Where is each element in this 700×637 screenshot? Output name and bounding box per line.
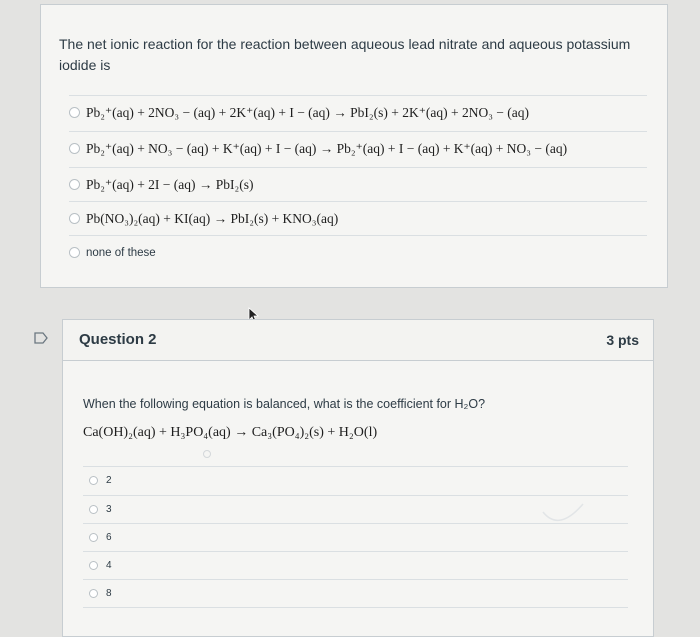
q2-option-4-label: 4 — [106, 560, 112, 571]
q2-option-1-label: 2 — [106, 475, 112, 486]
q1-option-5-label: none of these — [86, 246, 156, 259]
q1-option-1-label: Pb₂⁺(aq) + 2NO₃ − (aq) + 2K⁺(aq) + I − (aq) → PbI₂(s) + 2K⁺(aq) + 2NO₃ − (aq) — [86, 104, 530, 120]
radio-button[interactable] — [69, 179, 80, 190]
q2-option-5[interactable] — [83, 579, 628, 608]
question-2-card — [62, 319, 654, 637]
q1-option-3-label: Pb₂⁺(aq) + 2I − (aq) → PbI₂(s) — [86, 176, 254, 192]
question-2-equation: Ca(OH)₂(aq) + H₃PO₄(aq) → Ca₃(PO₄)₂(s) + H₂O(l) — [83, 425, 378, 440]
q2-option-3[interactable] — [83, 523, 628, 551]
q1-option-5[interactable] — [69, 235, 647, 269]
q1-option-4-label: Pb(NO₃)₂(aq) + KI(aq) → PbI₂(s) + KNO₃(aq) — [86, 210, 339, 226]
question-1-prompt: The net ionic reaction for the reaction between aqueous lead nitrate and aqueous potassium iodide is — [59, 36, 631, 73]
q2-option-5-label: 8 — [106, 588, 112, 599]
faint-dot-icon — [203, 450, 211, 458]
radio-button[interactable] — [89, 561, 98, 570]
q1-option-1[interactable] — [69, 95, 647, 129]
question-2-prompt: When the following equation is balanced, what is the coefficient for H₂O? — [83, 397, 486, 411]
question-2-points: 3 pts — [606, 332, 639, 348]
q1-option-2[interactable] — [69, 131, 647, 165]
q1-option-4[interactable] — [69, 201, 647, 235]
question-2-title: Question 2 — [79, 331, 157, 348]
question-2-header — [63, 320, 653, 361]
radio-button[interactable] — [69, 143, 80, 154]
q2-option-1[interactable] — [83, 466, 628, 494]
radio-button[interactable] — [89, 476, 98, 485]
q2-option-3-label: 6 — [106, 532, 112, 543]
faint-checkmark-icon — [541, 498, 585, 526]
question-1-card — [40, 4, 668, 288]
radio-button[interactable] — [69, 213, 80, 224]
radio-button[interactable] — [69, 247, 80, 258]
radio-button[interactable] — [89, 589, 98, 598]
flag-question-icon[interactable] — [34, 331, 48, 345]
radio-button[interactable] — [89, 533, 98, 542]
q2-option-2-label: 3 — [106, 504, 112, 515]
radio-button[interactable] — [89, 505, 98, 514]
q1-option-2-label: Pb₂⁺(aq) + NO₃ − (aq) + K⁺(aq) + I − (aq) → Pb₂⁺(aq) + I − (aq) + K⁺(aq) + NO₃ − (aq) — [86, 140, 568, 156]
q2-option-4[interactable] — [83, 551, 628, 579]
radio-button[interactable] — [69, 107, 80, 118]
q1-option-3[interactable] — [69, 167, 647, 201]
